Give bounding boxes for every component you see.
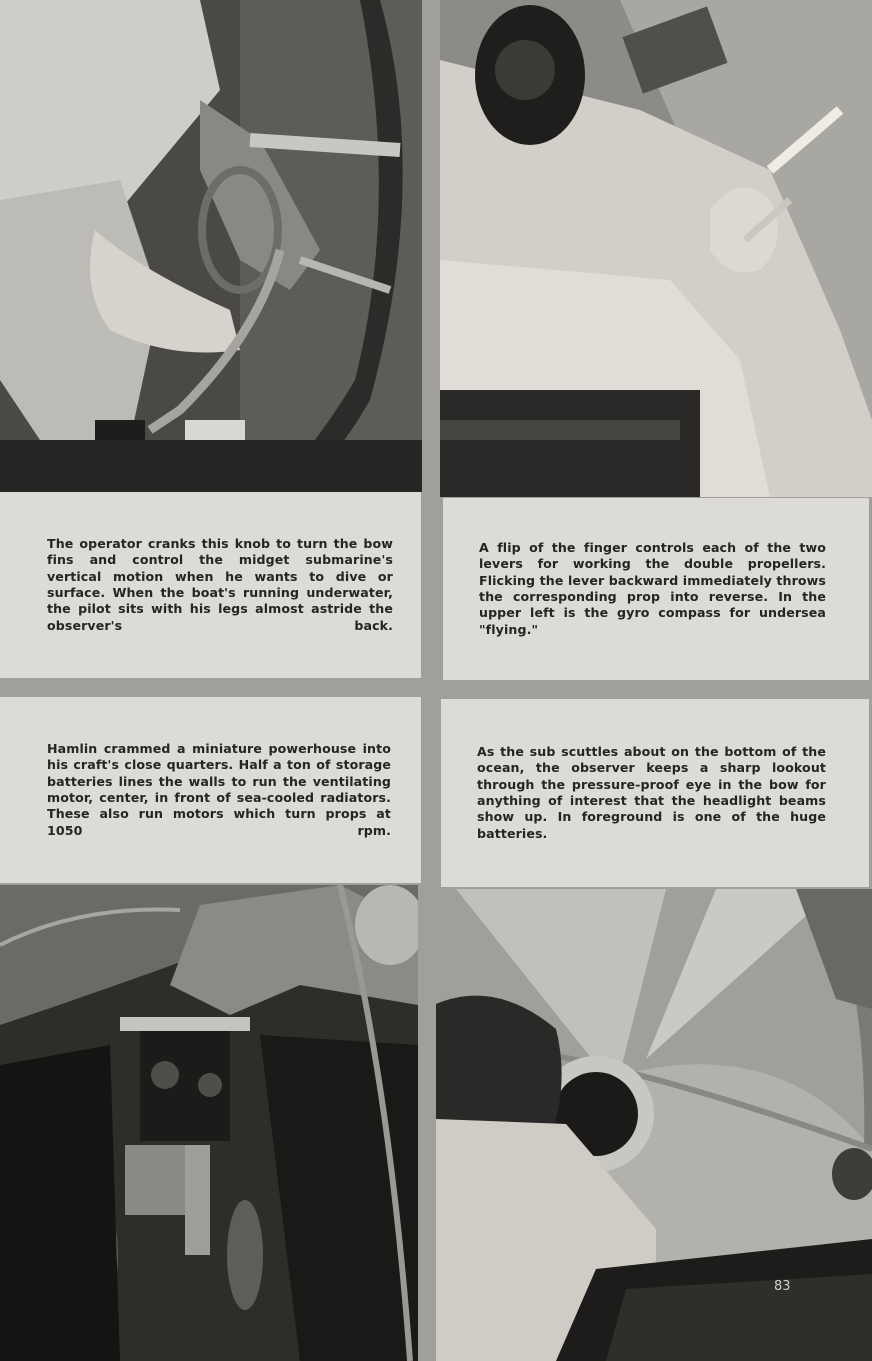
caption-powerhouse: Hamlin crammed a miniature powerhouse into his craft's close quarters. Half a ton of storage batteries lines the walls to run the ventilating motor, center, in front of sea-cooled radiators. These also run motors which turn props at 1050 rpm. <box>47 740 391 838</box>
photo-propeller-levers <box>440 0 872 497</box>
photo-crank-knob <box>0 0 422 492</box>
page-number: 83 <box>774 1279 791 1294</box>
caption-box-top-right <box>443 498 869 680</box>
caption-box-bottom-left <box>0 697 421 883</box>
photo-observer-porthole <box>436 889 872 1361</box>
caption-box-bottom-right <box>441 699 869 887</box>
caption-propeller-levers: A flip of the finger controls each of the two levers for working the double propellers. Flicking the lever backward immediately throws the corresponding prop into reverse. In the upper left is the gyro compass for undersea "flying." <box>479 539 826 637</box>
caption-crank-knob: The operator cranks this knob to turn the bow fins and control the midget submarine's vertical motion when he wants to dive or surface. When the boat's running underwater, the pilot sits with his legs almost astride the observer's back. <box>47 535 393 633</box>
photo-powerhouse <box>0 885 418 1361</box>
caption-observer-eye: As the sub scuttles about on the bottom of the ocean, the observer keeps a sharp lookout through the pressure-proof eye in the bow for anything of interest that the headlight beams show up. In foreground is one of the huge batteries. <box>477 743 826 841</box>
caption-box-top-left <box>0 492 421 678</box>
